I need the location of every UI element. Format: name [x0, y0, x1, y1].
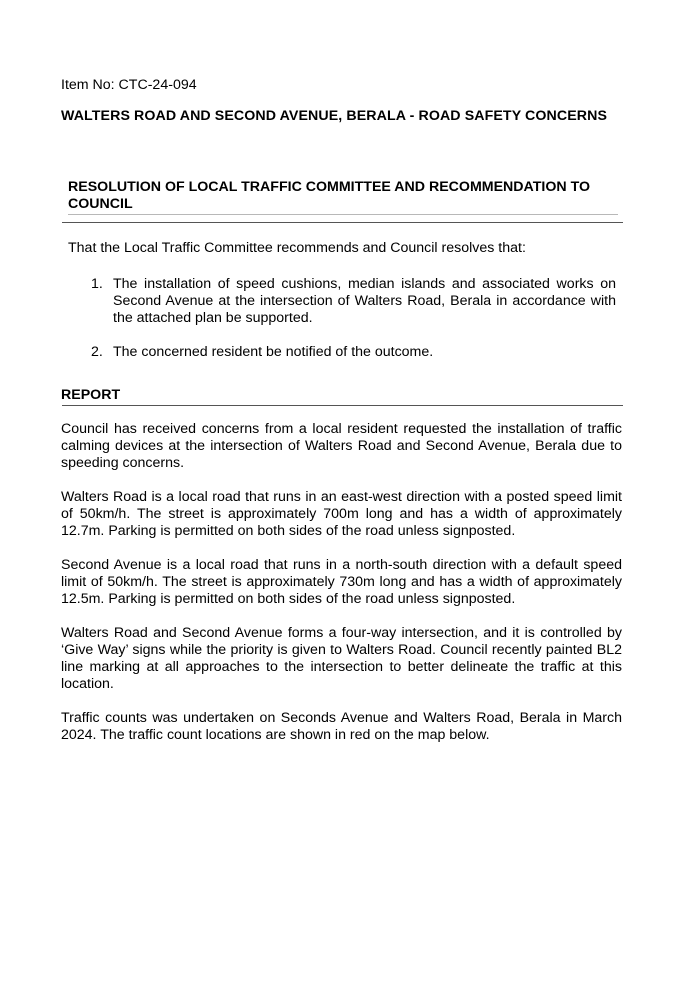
recommendation-number: 1. — [91, 276, 103, 292]
resolution-intro: That the Local Traffic Committee recommends and Council resolves that: — [68, 240, 526, 256]
report-paragraph: Walters Road and Second Avenue forms a four-way intersection, and it is controlled by ‘Give Way’ signs while the priority is given to Walters Road. Council recently painted BL2 line marking at all approaches to the intersection to better delineate the traffic at this location. — [61, 625, 622, 692]
resolution-heading: RESOLUTION OF LOCAL TRAFFIC COMMITTEE AND RECOMMENDATION TO COUNCIL — [68, 179, 591, 212]
recommendation-number: 2. — [91, 344, 103, 360]
recommendation-text: The installation of speed cushions, median islands and associated works on Second Avenue at the intersection of Walters Road, Berala in accordance with the attached plan be supported. — [113, 276, 616, 326]
recommendation-text: The concerned resident be notified of the outcome. — [113, 344, 434, 360]
report-paragraph: Traffic counts was undertaken on Seconds Avenue and Walters Road, Berala in March 2024. The traffic count locations are shown in red on the map below. — [61, 710, 622, 743]
document-title: WALTERS ROAD AND SECOND AVENUE, BERALA - ROAD SAFETY CONCERNS — [61, 108, 608, 124]
recommendation-item — [91, 276, 616, 327]
report-paragraph: Walters Road is a local road that runs in an east-west direction with a posted speed limit of 50km/h. The street is approximately 700m long and has a width of approximately 12.7m. Parking is permitted on both sides of the road unless signposted. — [61, 489, 622, 539]
item-number: Item No: CTC-24-094 — [61, 77, 197, 93]
report-paragraph: Council has received concerns from a local resident requested the installation of traffic calming devices at the intersection of Walters Road and Second Avenue, Berala due to speeding concerns. — [61, 421, 622, 471]
report-divider — [62, 405, 623, 406]
report-paragraph: Second Avenue is a local road that runs in a north-south direction with a default speed limit of 50km/h. The street is approximately 730m long and has a width of approximately 12.5m. Parking is permitted on both sides of the road unless signposted. — [61, 557, 622, 607]
report-body — [61, 421, 622, 744]
recommendation-list — [91, 276, 616, 361]
resolution-divider — [62, 222, 623, 223]
report-heading: REPORT — [61, 387, 121, 403]
resolution-underline — [68, 214, 618, 215]
recommendation-item — [91, 344, 616, 361]
